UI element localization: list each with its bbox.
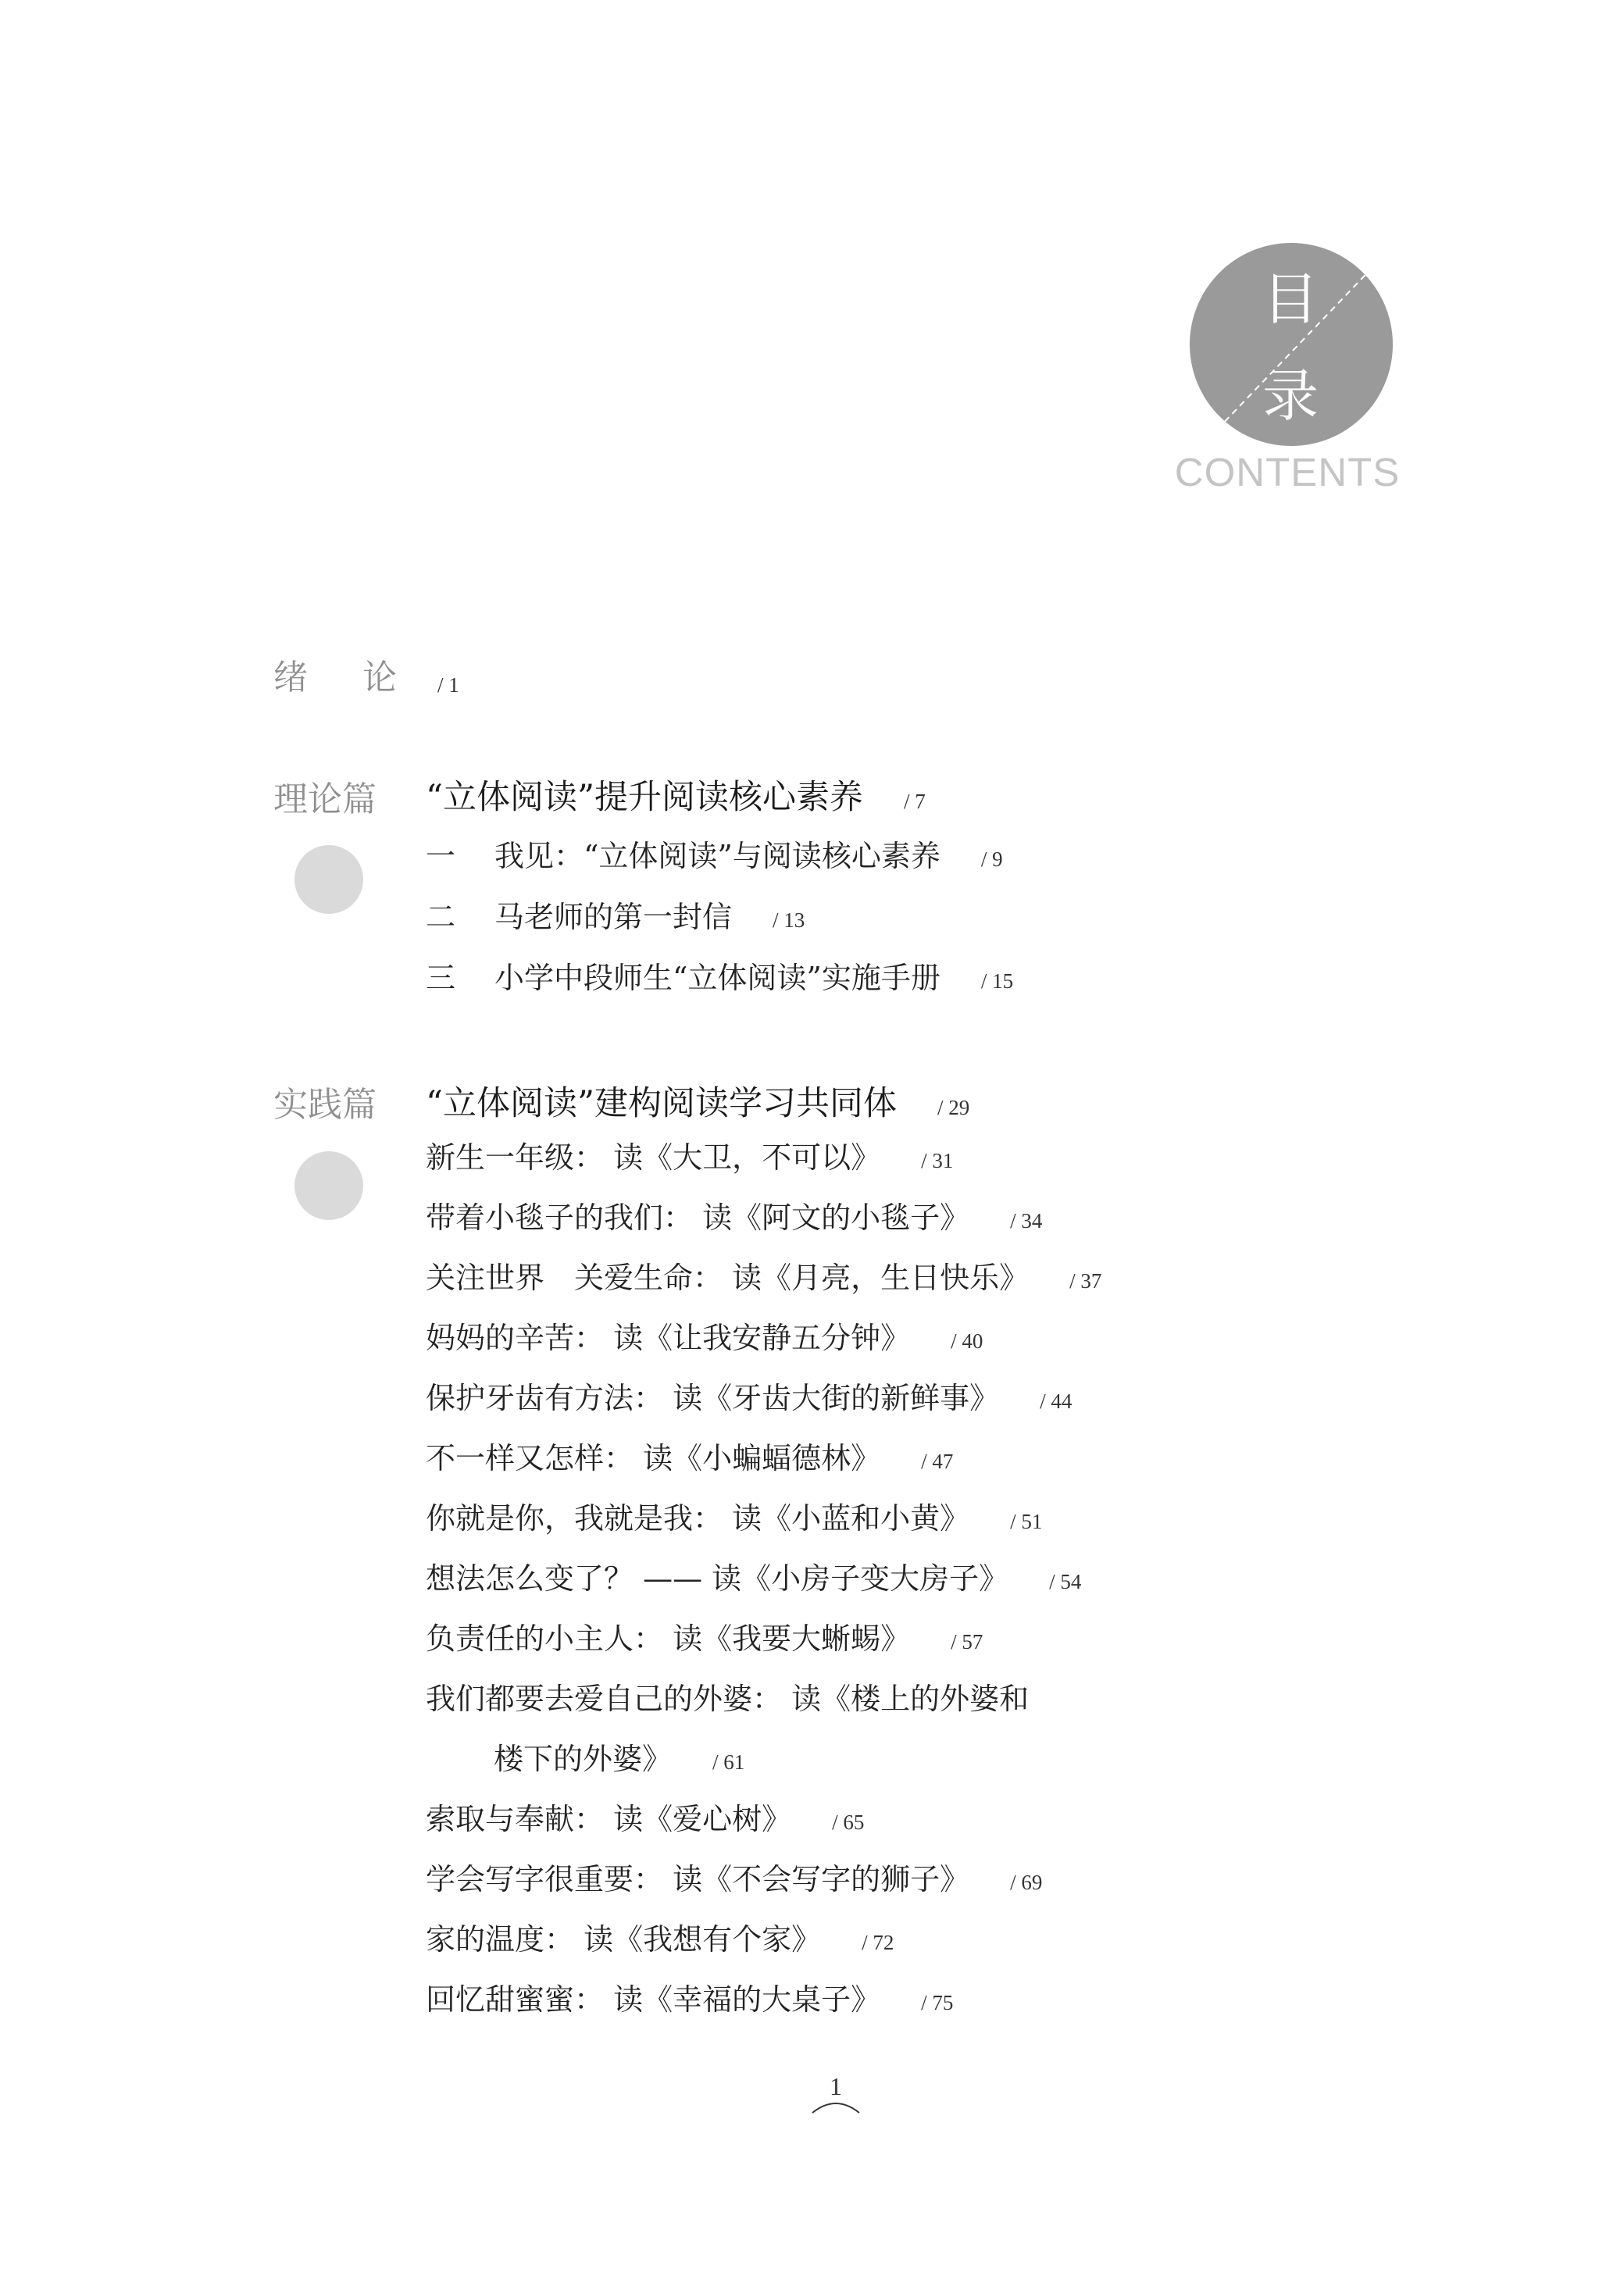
- practice-item-title: 我们都要去爱自己的外婆： 读《楼上的外婆和: [426, 1682, 1030, 1716]
- practice-item-page: / 72: [862, 1931, 894, 1954]
- theory-label: 理论篇: [273, 780, 377, 819]
- practice-item[interactable]: [426, 1323, 983, 1353]
- practice-title: “立体阅读”建构阅读学习共同体: [426, 1084, 897, 1123]
- practice-item-page: / 69: [1010, 1871, 1043, 1894]
- practice-item[interactable]: [426, 1140, 954, 1175]
- practice-item[interactable]: [426, 1684, 1029, 1714]
- emblem-char-top: 目: [1262, 266, 1319, 332]
- practice-item[interactable]: [426, 1621, 983, 1656]
- theory-item[interactable]: [426, 902, 805, 932]
- practice-item-page: / 37: [1069, 1269, 1102, 1293]
- theory-title-row[interactable]: [426, 778, 926, 817]
- practice-item-page: / 65: [832, 1811, 865, 1834]
- theory-item-title: 马老师的第一封信: [494, 900, 733, 934]
- theory-bullet-circle: [294, 845, 363, 914]
- practice-item[interactable]: [426, 1501, 1043, 1536]
- theory-item-title: 我见：“立体阅读”与阅读核心素养: [494, 839, 940, 873]
- theory-item-number: 一: [426, 839, 456, 873]
- practice-label: 实践篇: [273, 1085, 377, 1125]
- theory-item[interactable]: [426, 963, 1013, 993]
- page-footer: [797, 2074, 875, 2117]
- practice-item[interactable]: [426, 1804, 864, 1834]
- practice-item-title: 家的温度： 读《我想有个家》: [426, 1922, 822, 1957]
- practice-item-continued[interactable]: [494, 1744, 744, 1774]
- practice-item-page: / 75: [921, 1991, 954, 2014]
- practice-item[interactable]: [426, 1443, 953, 1473]
- practice-bullet-circle: [294, 1151, 363, 1220]
- practice-item-page: / 44: [1040, 1390, 1073, 1413]
- practice-item-page: / 31: [921, 1149, 954, 1172]
- practice-item-page: / 47: [921, 1450, 954, 1473]
- practice-item-title: 不一样又怎样： 读《小蝙蝠德林》: [426, 1441, 881, 1475]
- theory-page: / 7: [903, 790, 926, 813]
- theory-item-page: / 9: [980, 847, 1003, 871]
- contents-emblem: [1189, 242, 1394, 447]
- practice-item-title: 回忆甜蜜蜜： 读《幸福的大桌子》: [426, 1982, 881, 2017]
- practice-page: / 29: [937, 1096, 970, 1119]
- practice-item-title: 新生一年级： 读《大卫，不可以》: [426, 1140, 881, 1175]
- practice-item-title: 索取与奉献： 读《爱心树》: [426, 1802, 792, 1836]
- practice-item-title: 想法怎么变了？ —— 读《小房子变大房子》: [426, 1561, 1009, 1596]
- practice-item[interactable]: [426, 1561, 1082, 1596]
- contents-label: CONTENTS: [1174, 450, 1401, 494]
- theory-item-page: / 13: [773, 908, 805, 932]
- practice-item-title: 关注世界 关爱生命： 读《月亮，生日快乐》: [426, 1261, 1030, 1295]
- practice-item-title: 你就是你，我就是我： 读《小蓝和小黄》: [426, 1501, 970, 1536]
- practice-item-page: / 54: [1049, 1570, 1082, 1593]
- practice-item[interactable]: [426, 1263, 1101, 1293]
- theory-item-page: / 15: [980, 969, 1014, 993]
- emblem-char-bottom: 录: [1262, 363, 1319, 429]
- practice-item-title: 带着小毯子的我们： 读《阿文的小毯子》: [426, 1201, 970, 1235]
- practice-item-title: 学会写字很重要： 读《不会写字的狮子》: [426, 1862, 970, 1896]
- practice-item[interactable]: [426, 1922, 894, 1957]
- practice-item[interactable]: [426, 1864, 1042, 1894]
- practice-item[interactable]: [426, 1203, 1042, 1233]
- practice-item[interactable]: [426, 1383, 1072, 1413]
- practice-title-row[interactable]: [426, 1084, 970, 1123]
- practice-item-title: 负责任的小主人： 读《我要大蜥蜴》: [426, 1621, 911, 1656]
- intro-page: / 1: [437, 673, 459, 697]
- practice-item-page: / 61: [712, 1750, 745, 1774]
- practice-item[interactable]: [426, 1982, 954, 2017]
- practice-item-page: / 51: [1010, 1510, 1043, 1533]
- practice-item-page: / 40: [951, 1329, 983, 1353]
- practice-item-title: 保护牙齿有方法： 读《牙齿大街的新鲜事》: [426, 1381, 1000, 1415]
- theory-item-title: 小学中段师生“立体阅读”实施手册: [494, 961, 940, 995]
- theory-title: “立体阅读”提升阅读核心素养: [426, 778, 863, 817]
- theory-item[interactable]: [426, 841, 1003, 871]
- intro-label: 绪 论: [273, 658, 419, 697]
- theory-item-number: 三: [426, 961, 456, 995]
- practice-item-title: 楼下的外婆》: [494, 1742, 673, 1776]
- practice-item-page: / 57: [951, 1630, 983, 1654]
- intro-page-row: [437, 675, 459, 696]
- theory-item-number: 二: [426, 900, 456, 934]
- page-number: 1: [830, 2072, 842, 2100]
- page-arc-icon: [811, 2099, 861, 2114]
- practice-item-page: / 34: [1010, 1209, 1043, 1233]
- practice-item-title: 妈妈的辛苦： 读《让我安静五分钟》: [426, 1321, 911, 1355]
